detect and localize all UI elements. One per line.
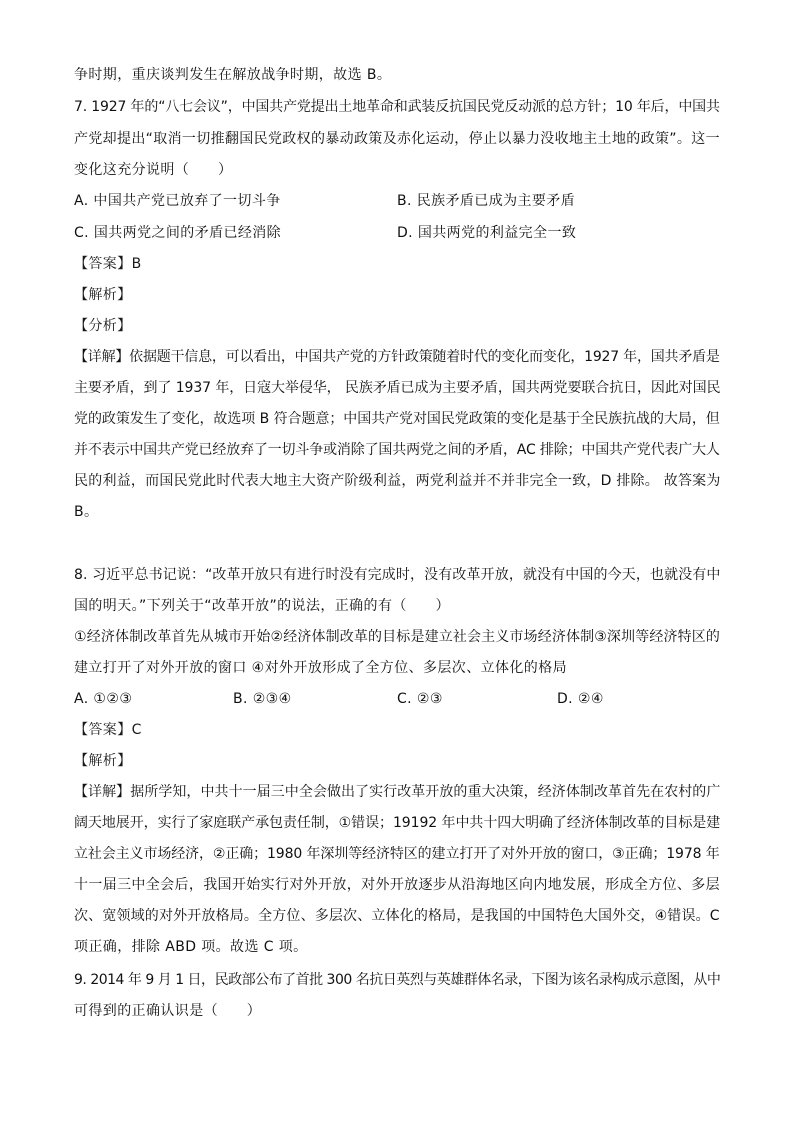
option-a: A. 中国共产党已放弃了一切斗争 (74, 193, 281, 209)
explanation-line: 十一届三中全会后，我国开始实行对外开放，对外开放逐步从沿海地区向内地发展，形成全方位、多层 (74, 877, 720, 893)
option-a: A. ①②③ (74, 691, 133, 707)
question-7-stem: 产党却提出“取消一切推翻国民党政权的暴动政策及赤化运动，停止以暴力没收地主土地的政策”。这一 (74, 131, 720, 147)
explanation-line: 【详解】据所学知，中共十一届三中全会做出了实行改革开放的重大决策，经济体制改革首先在农村的广 (74, 784, 721, 800)
analysis-label: 【解析】 (74, 753, 132, 769)
question-7-stem: 7. 1927 年的“八七会议”，中国共产党提出土地革命和武装反抗国民党反动派的总方针；10 年后，中国共 (74, 99, 720, 115)
analysis-label: 【解析】 (74, 287, 132, 303)
explanation-line: 次、宽领域的对外开放格局。全方位、多层次、立体化的格局，是我国的中国特色大国外交，④错误。C (74, 908, 720, 924)
question-8-stem: 国的明天。”下列关于“改革开放”的说法，正确的有（ ） (74, 598, 450, 614)
option-b: B. ②③④ (233, 691, 292, 707)
explanation-line: 项正确，排除 ABD 项。故选 C 项。 (74, 939, 308, 955)
question-9-stem: 可得到的正确认识是（ ） (74, 1003, 262, 1019)
explanation-line: 并不表示中国共产党已经放弃了一切斗争或消除了国共两党之间的矛盾，AC 排除；中国共产党代表广大人 (74, 442, 720, 458)
option-c: C. ②③ (397, 691, 443, 707)
answer-label: 【答案】C (74, 722, 142, 738)
option-d: D. 国共两党的利益完全一致 (397, 225, 577, 241)
option-b: B. 民族矛盾已成为主要矛盾 (397, 193, 576, 209)
explanation-line: B。 (74, 504, 99, 520)
question-8-stem: 建立打开了对外开放的窗口 ④对外开放形成了全方位、多层次、立体化的格局 (74, 660, 567, 676)
explanation-line: 阔天地展开，实行了家庭联产承包责任制，①错误；19192 年中共十四大明确了经济体制改革的目标是建 (74, 815, 721, 831)
text-line: 争时期，重庆谈判发生在解放战争时期，故选 B。 (74, 67, 392, 83)
question-9-stem: 9. 2014 年 9 月 1 日，民政部公布了首批 300 名抗日英烈与英雄群体名录，下图为该名录构成示意图，从中 (74, 972, 721, 988)
explanation-line: 民的利益，而国民党此时代表大地主大资产阶级利益，两党利益并不并非完全一致，D 排除。 故答案为 (74, 473, 721, 489)
option-d: D. ②④ (557, 691, 604, 707)
question-8-stem: ①经济体制改革首先从城市开始②经济体制改革的目标是建立社会主义市场经济体制③深圳等经济特区的 (74, 629, 721, 645)
analysis-sub-label: 【分析】 (74, 318, 132, 334)
option-c: C. 国共两党之间的矛盾已经消除 (74, 225, 282, 241)
explanation-line: 党的政策发生了变化，故选项 B 符合题意；中国共产党对国民党政策的变化是基于全民族抗战的大局，但 (74, 411, 720, 427)
explanation-line: 立社会主义市场经济，②正确；1980 年深圳等经济特区的建立打开了对外开放的窗口，③正确；1978 年 (74, 846, 720, 862)
answer-label: 【答案】B (74, 256, 142, 272)
explanation-line: 【详解】依据题干信息，可以看出，中国共产党的方针政策随着时代的变化而变化，1927 年，国共矛盾是 (74, 349, 720, 365)
explanation-line: 主要矛盾，到了 1937 年，日寇大举侵华， 民族矛盾已成为主要矛盾，国共两党要联合抗日，因此对国民 (74, 380, 721, 396)
question-8-stem: 8. 习近平总书记说：“改革开放只有进行时没有完成时，没有改革开放，就没有中国的今天，也就没有中 (74, 567, 721, 583)
question-7-stem: 变化这充分说明（ ） (74, 162, 233, 178)
